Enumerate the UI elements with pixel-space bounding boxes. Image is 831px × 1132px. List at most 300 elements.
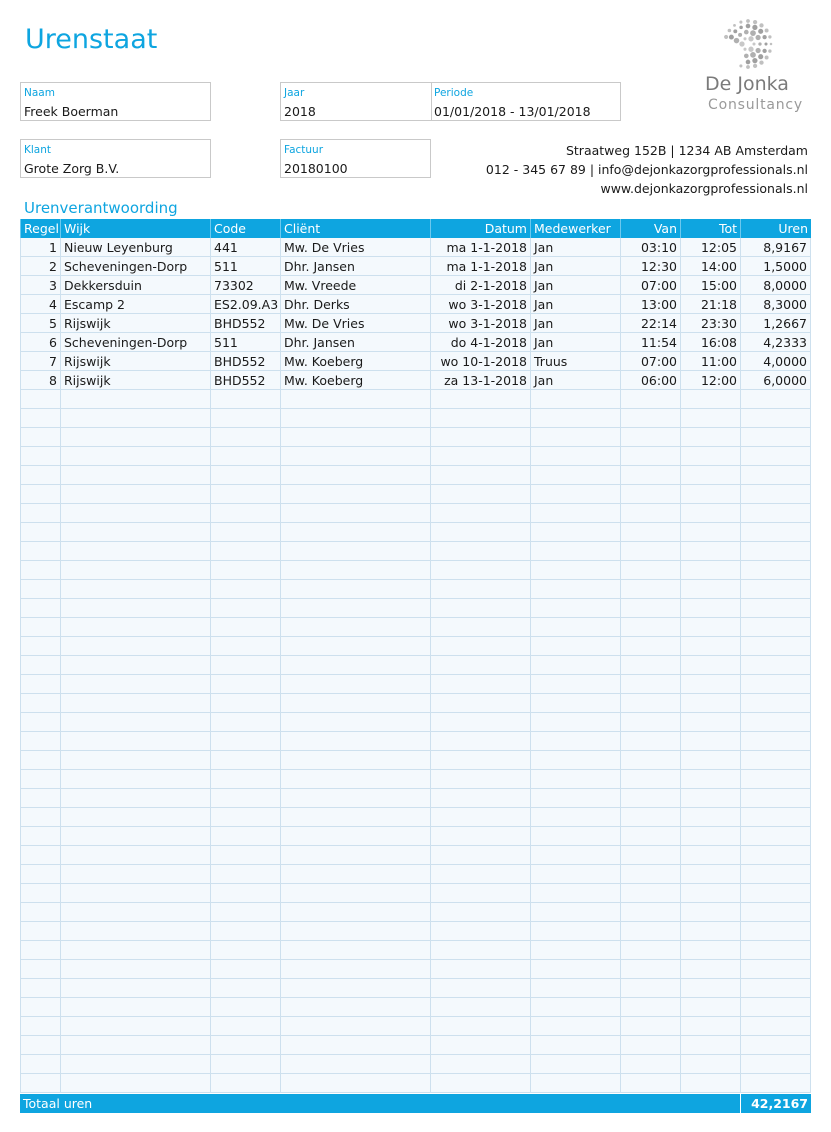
table-row-empty[interactable] <box>20 903 811 922</box>
cell-client[interactable] <box>280 542 430 561</box>
cell-tot[interactable] <box>680 675 740 694</box>
cell-datum[interactable] <box>430 542 530 561</box>
cell-van[interactable]: 13:00 <box>620 295 680 314</box>
cell-tot[interactable] <box>680 1036 740 1055</box>
cell-datum[interactable] <box>430 409 530 428</box>
cell-code[interactable] <box>210 922 280 941</box>
cell-wijk[interactable] <box>60 998 210 1017</box>
cell-van[interactable] <box>620 770 680 789</box>
cell-uren[interactable] <box>740 637 811 656</box>
cell-uren[interactable] <box>740 618 811 637</box>
cell-wijk[interactable]: Scheveningen-Dorp <box>60 257 210 276</box>
cell-van[interactable]: 12:30 <box>620 257 680 276</box>
cell-datum[interactable]: di 2-1-2018 <box>430 276 530 295</box>
cell-uren[interactable] <box>740 1036 811 1055</box>
cell-tot[interactable] <box>680 846 740 865</box>
cell-client[interactable] <box>280 713 430 732</box>
cell-van[interactable] <box>620 390 680 409</box>
cell-wijk[interactable] <box>60 409 210 428</box>
cell-medewerker[interactable] <box>530 561 620 580</box>
cell-van[interactable] <box>620 656 680 675</box>
cell-uren[interactable] <box>740 580 811 599</box>
cell-van[interactable] <box>620 485 680 504</box>
cell-client[interactable] <box>280 1074 430 1093</box>
cell-wijk[interactable] <box>60 599 210 618</box>
cell-regel[interactable] <box>20 941 60 960</box>
cell-tot[interactable] <box>680 903 740 922</box>
cell-medewerker[interactable] <box>530 1074 620 1093</box>
cell-client[interactable]: Mw. Koeberg <box>280 371 430 390</box>
cell-van[interactable] <box>620 789 680 808</box>
cell-code[interactable] <box>210 599 280 618</box>
cell-wijk[interactable] <box>60 390 210 409</box>
cell-client[interactable]: Dhr. Derks <box>280 295 430 314</box>
cell-code[interactable]: BHD552 <box>210 371 280 390</box>
cell-van[interactable] <box>620 675 680 694</box>
cell-code[interactable] <box>210 979 280 998</box>
cell-code[interactable]: 441 <box>210 238 280 257</box>
cell-datum[interactable] <box>430 827 530 846</box>
table-row-empty[interactable] <box>20 770 811 789</box>
cell-tot[interactable] <box>680 789 740 808</box>
cell-code[interactable] <box>210 466 280 485</box>
cell-medewerker[interactable] <box>530 390 620 409</box>
table-row[interactable] <box>20 352 811 371</box>
cell-tot[interactable] <box>680 656 740 675</box>
cell-van[interactable]: 07:00 <box>620 352 680 371</box>
cell-client[interactable] <box>280 675 430 694</box>
table-row-empty[interactable] <box>20 542 811 561</box>
table-row-empty[interactable] <box>20 941 811 960</box>
cell-datum[interactable] <box>430 732 530 751</box>
table-row-empty[interactable] <box>20 694 811 713</box>
cell-regel[interactable] <box>20 751 60 770</box>
cell-regel[interactable] <box>20 390 60 409</box>
cell-van[interactable] <box>620 827 680 846</box>
cell-datum[interactable] <box>430 656 530 675</box>
cell-uren[interactable] <box>740 523 811 542</box>
cell-code[interactable] <box>210 637 280 656</box>
cell-medewerker[interactable] <box>530 751 620 770</box>
cell-uren[interactable] <box>740 466 811 485</box>
cell-medewerker[interactable] <box>530 960 620 979</box>
cell-datum[interactable] <box>430 941 530 960</box>
header-regel[interactable]: Regel <box>20 219 60 238</box>
cell-wijk[interactable] <box>60 713 210 732</box>
cell-uren[interactable] <box>740 542 811 561</box>
cell-van[interactable] <box>620 884 680 903</box>
cell-tot[interactable] <box>680 751 740 770</box>
cell-code[interactable] <box>210 390 280 409</box>
cell-uren[interactable]: 1,5000 <box>740 257 811 276</box>
cell-medewerker[interactable] <box>530 808 620 827</box>
cell-medewerker[interactable] <box>530 504 620 523</box>
cell-datum[interactable]: do 4-1-2018 <box>430 333 530 352</box>
cell-wijk[interactable] <box>60 903 210 922</box>
cell-client[interactable]: Mw. Vreede <box>280 276 430 295</box>
cell-tot[interactable] <box>680 523 740 542</box>
cell-uren[interactable] <box>740 694 811 713</box>
table-row-empty[interactable] <box>20 1017 811 1036</box>
table-row-empty[interactable] <box>20 751 811 770</box>
cell-datum[interactable] <box>430 998 530 1017</box>
cell-code[interactable] <box>210 770 280 789</box>
cell-van[interactable] <box>620 1017 680 1036</box>
cell-regel[interactable] <box>20 694 60 713</box>
cell-code[interactable]: 511 <box>210 257 280 276</box>
cell-datum[interactable] <box>430 390 530 409</box>
table-row[interactable] <box>20 371 811 390</box>
cell-regel[interactable] <box>20 580 60 599</box>
header-tot[interactable]: Tot <box>680 219 740 238</box>
cell-code[interactable] <box>210 846 280 865</box>
cell-wijk[interactable]: Rijswijk <box>60 314 210 333</box>
cell-datum[interactable]: za 13-1-2018 <box>430 371 530 390</box>
cell-tot[interactable] <box>680 941 740 960</box>
cell-client[interactable] <box>280 390 430 409</box>
cell-wijk[interactable] <box>60 808 210 827</box>
cell-datum[interactable] <box>430 903 530 922</box>
cell-uren[interactable] <box>740 941 811 960</box>
cell-wijk[interactable] <box>60 485 210 504</box>
cell-regel[interactable] <box>20 561 60 580</box>
cell-datum[interactable] <box>430 466 530 485</box>
cell-tot[interactable] <box>680 637 740 656</box>
cell-regel[interactable]: 6 <box>20 333 60 352</box>
cell-uren[interactable]: 8,3000 <box>740 295 811 314</box>
cell-code[interactable] <box>210 751 280 770</box>
cell-medewerker[interactable] <box>530 656 620 675</box>
cell-datum[interactable] <box>430 580 530 599</box>
cell-wijk[interactable] <box>60 523 210 542</box>
cell-code[interactable] <box>210 1074 280 1093</box>
cell-client[interactable] <box>280 808 430 827</box>
cell-client[interactable] <box>280 637 430 656</box>
cell-tot[interactable] <box>680 922 740 941</box>
cell-medewerker[interactable] <box>530 713 620 732</box>
cell-wijk[interactable]: Rijswijk <box>60 352 210 371</box>
factuur-field[interactable] <box>280 139 431 178</box>
cell-datum[interactable] <box>430 1055 530 1074</box>
cell-code[interactable] <box>210 732 280 751</box>
cell-regel[interactable] <box>20 637 60 656</box>
cell-regel[interactable] <box>20 808 60 827</box>
cell-tot[interactable] <box>680 390 740 409</box>
cell-wijk[interactable]: Rijswijk <box>60 371 210 390</box>
cell-uren[interactable] <box>740 751 811 770</box>
cell-van[interactable] <box>620 561 680 580</box>
naam-field[interactable] <box>20 82 211 121</box>
cell-tot[interactable] <box>680 960 740 979</box>
cell-medewerker[interactable] <box>530 485 620 504</box>
cell-code[interactable] <box>210 675 280 694</box>
cell-uren[interactable] <box>740 713 811 732</box>
table-row[interactable] <box>20 238 811 257</box>
cell-code[interactable] <box>210 789 280 808</box>
cell-wijk[interactable] <box>60 504 210 523</box>
cell-datum[interactable]: wo 10-1-2018 <box>430 352 530 371</box>
cell-client[interactable] <box>280 561 430 580</box>
cell-uren[interactable] <box>740 960 811 979</box>
cell-medewerker[interactable] <box>530 409 620 428</box>
cell-medewerker[interactable] <box>530 903 620 922</box>
cell-tot[interactable] <box>680 713 740 732</box>
cell-regel[interactable] <box>20 504 60 523</box>
cell-regel[interactable] <box>20 789 60 808</box>
cell-client[interactable] <box>280 770 430 789</box>
table-row-empty[interactable] <box>20 789 811 808</box>
cell-client[interactable] <box>280 846 430 865</box>
cell-medewerker[interactable] <box>530 599 620 618</box>
cell-medewerker[interactable] <box>530 865 620 884</box>
cell-datum[interactable] <box>430 884 530 903</box>
cell-uren[interactable] <box>740 409 811 428</box>
table-row-empty[interactable] <box>20 561 811 580</box>
cell-code[interactable] <box>210 428 280 447</box>
cell-uren[interactable] <box>740 447 811 466</box>
cell-wijk[interactable] <box>60 542 210 561</box>
cell-code[interactable] <box>210 1017 280 1036</box>
cell-regel[interactable] <box>20 1074 60 1093</box>
cell-datum[interactable] <box>430 618 530 637</box>
table-row[interactable] <box>20 333 811 352</box>
table-row-empty[interactable] <box>20 637 811 656</box>
cell-code[interactable] <box>210 1055 280 1074</box>
cell-medewerker[interactable] <box>530 523 620 542</box>
cell-datum[interactable]: wo 3-1-2018 <box>430 295 530 314</box>
cell-wijk[interactable] <box>60 637 210 656</box>
cell-tot[interactable]: 12:00 <box>680 371 740 390</box>
cell-van[interactable] <box>620 428 680 447</box>
cell-wijk[interactable]: Dekkersduin <box>60 276 210 295</box>
cell-van[interactable] <box>620 409 680 428</box>
cell-datum[interactable] <box>430 1074 530 1093</box>
cell-regel[interactable]: 3 <box>20 276 60 295</box>
cell-code[interactable] <box>210 542 280 561</box>
cell-medewerker[interactable]: Jan <box>530 295 620 314</box>
cell-tot[interactable] <box>680 979 740 998</box>
table-row-empty[interactable] <box>20 713 811 732</box>
cell-regel[interactable] <box>20 428 60 447</box>
cell-wijk[interactable] <box>60 1017 210 1036</box>
cell-tot[interactable]: 11:00 <box>680 352 740 371</box>
cell-wijk[interactable]: Escamp 2 <box>60 295 210 314</box>
cell-tot[interactable] <box>680 409 740 428</box>
cell-uren[interactable] <box>740 656 811 675</box>
cell-wijk[interactable] <box>60 694 210 713</box>
cell-van[interactable] <box>620 694 680 713</box>
cell-datum[interactable] <box>430 428 530 447</box>
cell-client[interactable] <box>280 960 430 979</box>
cell-tot[interactable] <box>680 732 740 751</box>
cell-van[interactable]: 22:14 <box>620 314 680 333</box>
cell-code[interactable] <box>210 694 280 713</box>
cell-wijk[interactable] <box>60 1055 210 1074</box>
cell-van[interactable] <box>620 751 680 770</box>
cell-client[interactable] <box>280 523 430 542</box>
cell-code[interactable] <box>210 827 280 846</box>
cell-regel[interactable] <box>20 713 60 732</box>
cell-van[interactable]: 11:54 <box>620 333 680 352</box>
cell-tot[interactable] <box>680 694 740 713</box>
cell-regel[interactable] <box>20 447 60 466</box>
cell-wijk[interactable] <box>60 827 210 846</box>
cell-wijk[interactable] <box>60 1074 210 1093</box>
cell-van[interactable] <box>620 846 680 865</box>
table-row-empty[interactable] <box>20 618 811 637</box>
table-row-empty[interactable] <box>20 428 811 447</box>
cell-uren[interactable] <box>740 485 811 504</box>
cell-datum[interactable] <box>430 485 530 504</box>
cell-van[interactable] <box>620 447 680 466</box>
cell-tot[interactable]: 23:30 <box>680 314 740 333</box>
table-row-empty[interactable] <box>20 732 811 751</box>
cell-tot[interactable] <box>680 827 740 846</box>
cell-uren[interactable]: 6,0000 <box>740 371 811 390</box>
cell-uren[interactable] <box>740 675 811 694</box>
cell-tot[interactable] <box>680 504 740 523</box>
cell-medewerker[interactable]: Jan <box>530 314 620 333</box>
cell-medewerker[interactable] <box>530 732 620 751</box>
cell-datum[interactable] <box>430 1017 530 1036</box>
cell-uren[interactable] <box>740 865 811 884</box>
cell-van[interactable]: 07:00 <box>620 276 680 295</box>
cell-regel[interactable] <box>20 466 60 485</box>
jaar-field[interactable] <box>281 83 431 120</box>
cell-medewerker[interactable]: Jan <box>530 238 620 257</box>
table-row[interactable] <box>20 276 811 295</box>
table-row-empty[interactable] <box>20 1036 811 1055</box>
table-row-empty[interactable] <box>20 409 811 428</box>
header-van[interactable]: Van <box>620 219 680 238</box>
cell-regel[interactable] <box>20 827 60 846</box>
table-row-empty[interactable] <box>20 656 811 675</box>
periode-field[interactable] <box>431 83 620 120</box>
cell-regel[interactable] <box>20 903 60 922</box>
cell-medewerker[interactable]: Jan <box>530 276 620 295</box>
cell-code[interactable] <box>210 713 280 732</box>
cell-datum[interactable] <box>430 979 530 998</box>
cell-wijk[interactable] <box>60 466 210 485</box>
cell-datum[interactable] <box>430 922 530 941</box>
cell-code[interactable] <box>210 865 280 884</box>
cell-wijk[interactable]: Scheveningen-Dorp <box>60 333 210 352</box>
cell-wijk[interactable] <box>60 561 210 580</box>
cell-client[interactable] <box>280 903 430 922</box>
cell-medewerker[interactable] <box>530 922 620 941</box>
table-row-empty[interactable] <box>20 523 811 542</box>
cell-wijk[interactable] <box>60 656 210 675</box>
table-row-empty[interactable] <box>20 390 811 409</box>
cell-regel[interactable] <box>20 979 60 998</box>
cell-uren[interactable] <box>740 599 811 618</box>
header-code[interactable]: Code <box>210 219 280 238</box>
cell-wijk[interactable] <box>60 732 210 751</box>
cell-datum[interactable] <box>430 789 530 808</box>
cell-code[interactable] <box>210 941 280 960</box>
cell-regel[interactable] <box>20 770 60 789</box>
cell-medewerker[interactable] <box>530 542 620 561</box>
cell-client[interactable] <box>280 485 430 504</box>
cell-client[interactable] <box>280 884 430 903</box>
cell-regel[interactable] <box>20 599 60 618</box>
cell-client[interactable] <box>280 618 430 637</box>
cell-medewerker[interactable] <box>530 770 620 789</box>
cell-medewerker[interactable]: Jan <box>530 371 620 390</box>
cell-client[interactable] <box>280 732 430 751</box>
cell-regel[interactable] <box>20 865 60 884</box>
cell-van[interactable] <box>620 504 680 523</box>
cell-van[interactable] <box>620 599 680 618</box>
cell-regel[interactable] <box>20 1017 60 1036</box>
cell-datum[interactable]: ma 1-1-2018 <box>430 238 530 257</box>
cell-van[interactable] <box>620 941 680 960</box>
cell-code[interactable] <box>210 618 280 637</box>
cell-uren[interactable] <box>740 770 811 789</box>
header-wijk[interactable]: Wijk <box>60 219 210 238</box>
cell-tot[interactable] <box>680 1055 740 1074</box>
cell-datum[interactable] <box>430 865 530 884</box>
cell-medewerker[interactable] <box>530 1017 620 1036</box>
cell-tot[interactable] <box>680 1074 740 1093</box>
cell-regel[interactable]: 2 <box>20 257 60 276</box>
cell-client[interactable] <box>280 1036 430 1055</box>
cell-van[interactable] <box>620 637 680 656</box>
cell-datum[interactable] <box>430 504 530 523</box>
table-row-empty[interactable] <box>20 466 811 485</box>
cell-regel[interactable]: 8 <box>20 371 60 390</box>
cell-client[interactable] <box>280 922 430 941</box>
cell-regel[interactable]: 1 <box>20 238 60 257</box>
cell-medewerker[interactable] <box>530 979 620 998</box>
cell-code[interactable]: ES2.09.A3 <box>210 295 280 314</box>
table-row-empty[interactable] <box>20 922 811 941</box>
cell-regel[interactable]: 7 <box>20 352 60 371</box>
cell-datum[interactable] <box>430 1036 530 1055</box>
cell-van[interactable] <box>620 1036 680 1055</box>
cell-uren[interactable] <box>740 979 811 998</box>
cell-datum[interactable] <box>430 694 530 713</box>
cell-client[interactable]: Mw. De Vries <box>280 314 430 333</box>
cell-code[interactable]: BHD552 <box>210 314 280 333</box>
cell-medewerker[interactable] <box>530 580 620 599</box>
cell-regel[interactable] <box>20 846 60 865</box>
cell-code[interactable] <box>210 808 280 827</box>
cell-code[interactable] <box>210 409 280 428</box>
cell-uren[interactable] <box>740 789 811 808</box>
cell-uren[interactable] <box>740 504 811 523</box>
cell-uren[interactable]: 4,2333 <box>740 333 811 352</box>
cell-tot[interactable] <box>680 428 740 447</box>
table-row-empty[interactable] <box>20 675 811 694</box>
cell-tot[interactable]: 15:00 <box>680 276 740 295</box>
cell-regel[interactable] <box>20 485 60 504</box>
cell-wijk[interactable] <box>60 428 210 447</box>
cell-wijk[interactable] <box>60 447 210 466</box>
cell-tot[interactable] <box>680 1017 740 1036</box>
cell-uren[interactable] <box>740 428 811 447</box>
cell-client[interactable] <box>280 979 430 998</box>
table-row[interactable] <box>20 257 811 276</box>
cell-uren[interactable]: 4,0000 <box>740 352 811 371</box>
cell-tot[interactable] <box>680 561 740 580</box>
cell-client[interactable] <box>280 751 430 770</box>
cell-code[interactable]: 73302 <box>210 276 280 295</box>
cell-uren[interactable] <box>740 561 811 580</box>
cell-uren[interactable] <box>740 1074 811 1093</box>
cell-uren[interactable] <box>740 732 811 751</box>
cell-van[interactable] <box>620 1055 680 1074</box>
